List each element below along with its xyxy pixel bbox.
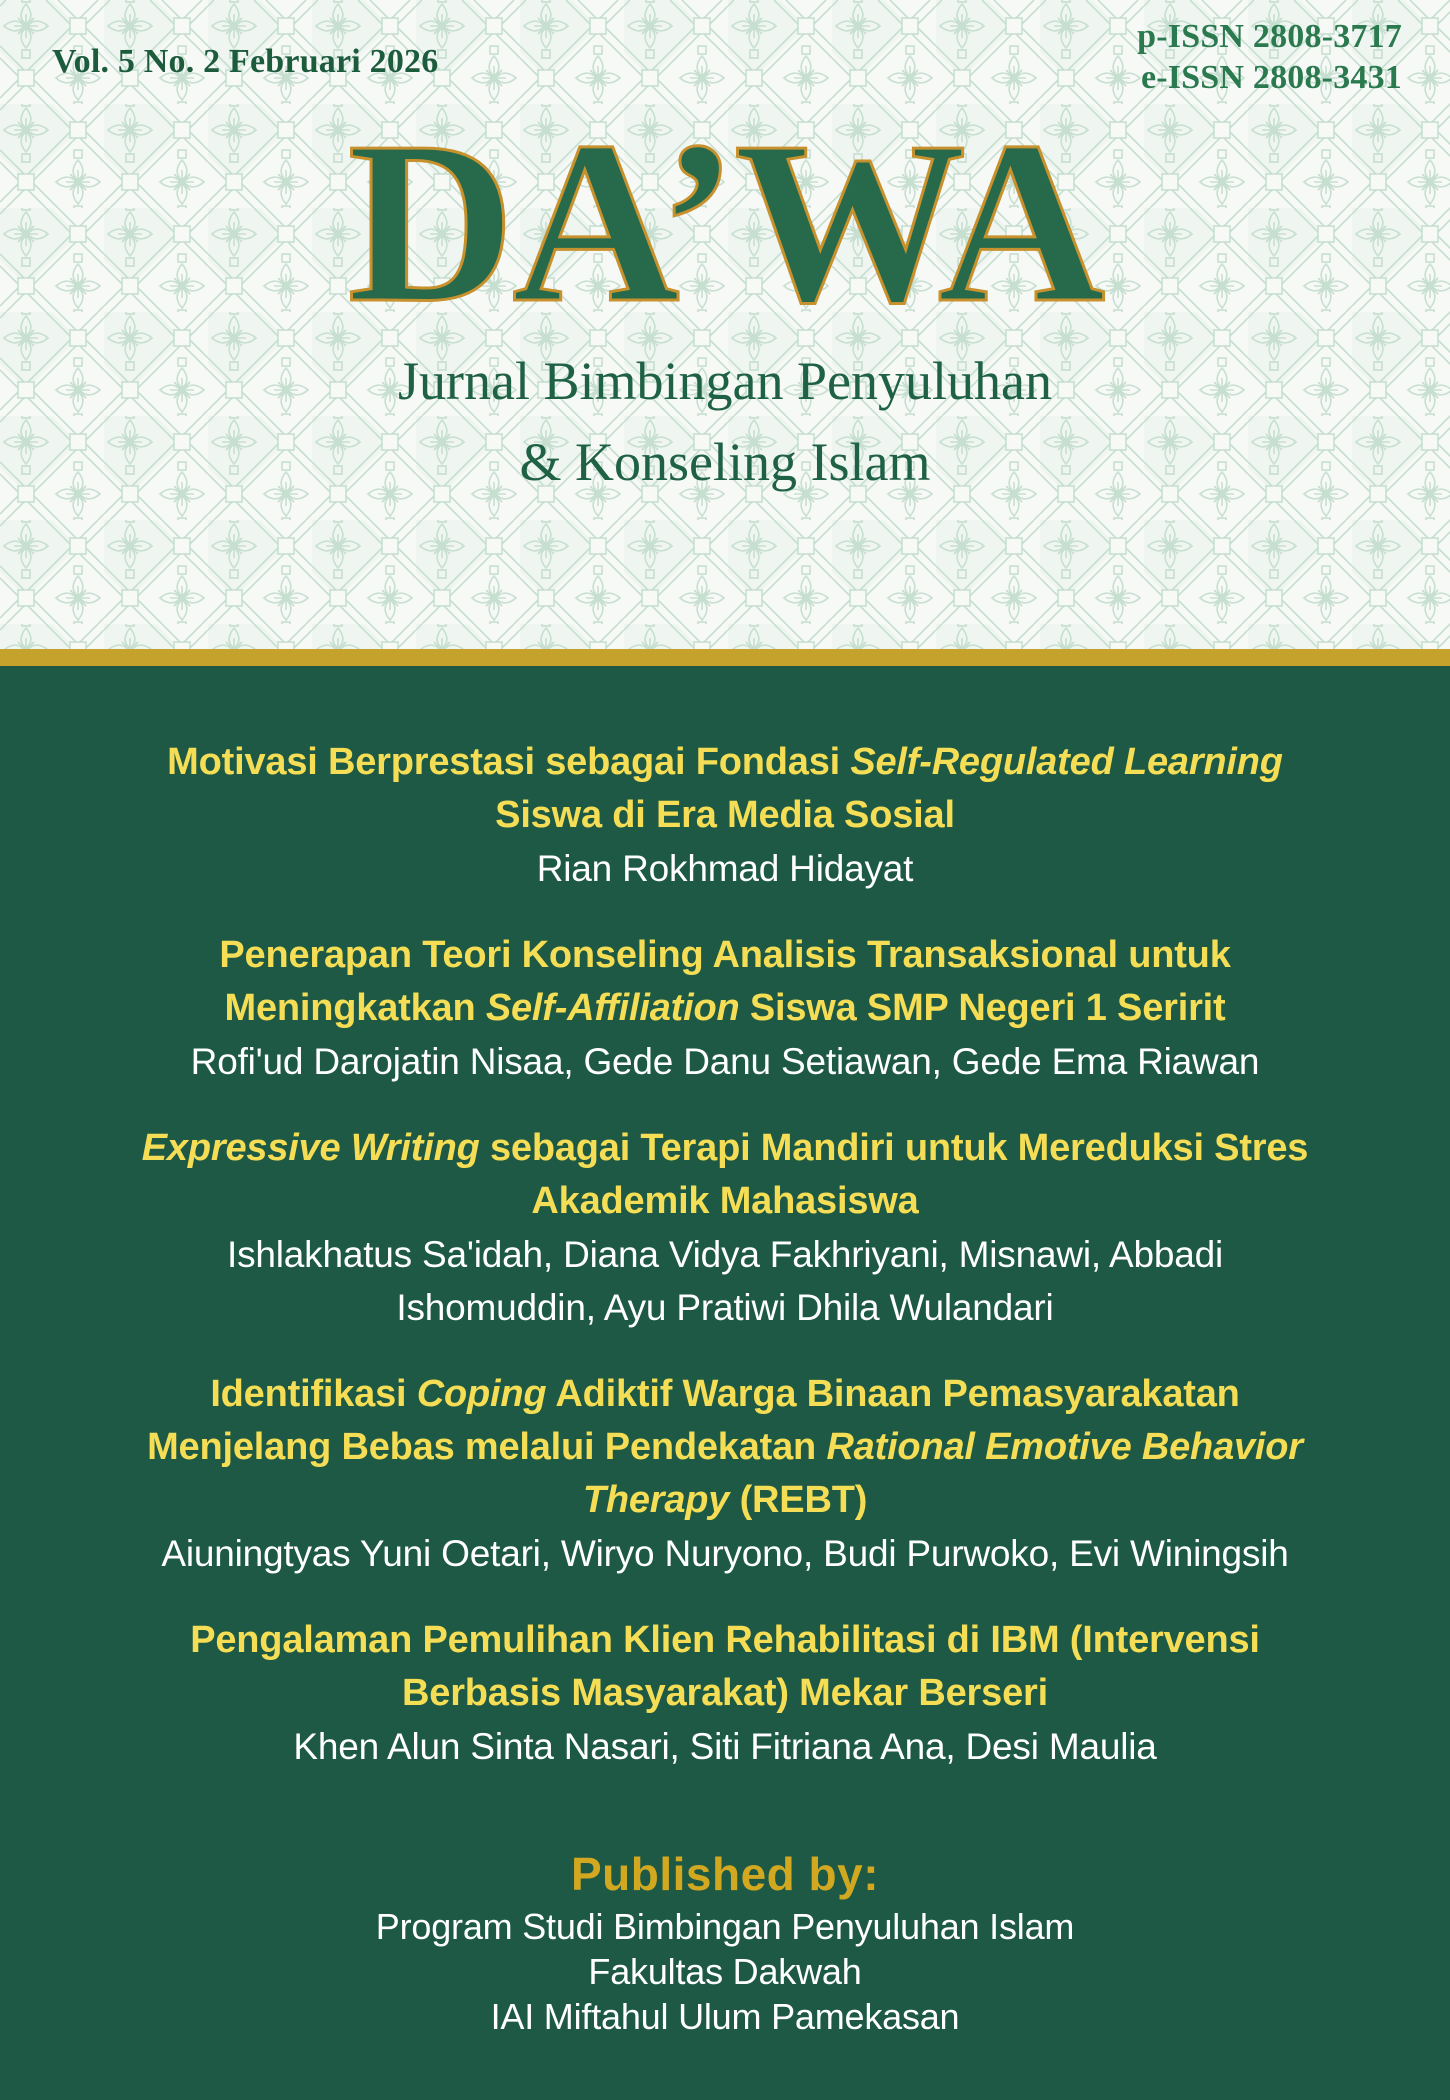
article-authors: Aiuningtyas Yuni Oetari, Wiryo Nuryono, Budi Purwoko, Evi Winingsih <box>161 1533 1289 1574</box>
article-title-line: Siswa di Era Media Sosial <box>495 794 955 836</box>
publisher-line-program: Program Studi Bimbingan Penyuluhan Islam <box>375 1906 1075 1947</box>
article-entry <box>90 1122 1360 1334</box>
publisher-line-institute: IAI Miftahul Ulum Pamekasan <box>490 1996 960 2037</box>
publisher-info <box>376 1904 1074 2039</box>
article-title <box>90 929 1360 1035</box>
article-title <box>90 1368 1360 1527</box>
e-issn-label: e-ISSN 2808-3431 <box>1140 59 1402 97</box>
volume-issue-label: Vol. 5 No. 2 Februari 2026 <box>52 43 439 80</box>
article-title-line: Akademik Mahasiswa <box>531 1180 919 1222</box>
journal-subtitle-line-1: Jurnal Bimbingan Penyuluhan <box>398 350 1052 411</box>
article-title-line: Therapy (REBT) <box>582 1479 868 1521</box>
article-title-line: Meningkatkan Self-Affiliation Siswa SMP Negeri 1 Seririt <box>224 987 1226 1029</box>
article-title-line: Berbasis Masyarakat) Mekar Berseri <box>402 1672 1048 1714</box>
article-title <box>90 1614 1360 1720</box>
article-authors: Khen Alun Sinta Nasari, Siti Fitriana Ana, Desi Maulia <box>293 1726 1157 1767</box>
article-entry <box>90 1614 1360 1773</box>
cover-body <box>0 666 1450 2100</box>
published-by-heading: Published by: <box>570 1848 880 1900</box>
article-authors: Rian Rokhmad Hidayat <box>536 848 914 889</box>
article-entry <box>90 736 1360 895</box>
cover-header <box>0 0 1450 649</box>
article-title-line: Menjelang Bebas melalui Pendekatan Rational Emotive Behavior <box>147 1426 1303 1468</box>
articles-list <box>90 736 1360 1773</box>
journal-title: DA’WA <box>347 93 1103 351</box>
article-title-line: Expressive Writing sebagai Terapi Mandiri untuk Mereduksi Stres <box>141 1127 1309 1169</box>
article-authors: Rofi'ud Darojatin Nisaa, Gede Danu Setiawan, Gede Ema Riawan <box>190 1041 1260 1082</box>
article-entry <box>90 929 1360 1088</box>
article-title <box>90 736 1360 842</box>
article-title <box>90 1122 1360 1228</box>
issn-block <box>1137 16 1402 99</box>
article-entry <box>90 1368 1360 1580</box>
journal-subtitle <box>0 341 1450 503</box>
gold-divider-stripe <box>0 649 1450 666</box>
journal-subtitle-line-2: & Konseling Islam <box>519 431 931 492</box>
article-title-line: Motivasi Berprestasi sebagai Fondasi Self-Regulated Learning <box>167 741 1283 783</box>
article-authors: Ishlakhatus Sa'idah, Diana Vidya Fakhriyani, Misnawi, Abbadi Ishomuddin, Ayu Pratiwi Dhila Wulandari <box>227 1234 1223 1328</box>
article-title-line: Pengalaman Pemulihan Klien Rehabilitasi di IBM (Intervensi <box>190 1619 1260 1661</box>
article-title-line: Identifikasi Coping Adiktif Warga Binaan Pemasyarakatan <box>210 1373 1240 1415</box>
article-title-line: Penerapan Teori Konseling Analisis Transaksional untuk <box>219 934 1231 976</box>
header-top-row <box>0 0 1450 99</box>
publisher-line-faculty: Fakultas Dakwah <box>588 1951 862 1992</box>
p-issn-label: p-ISSN 2808-3717 <box>1137 18 1402 55</box>
header-content <box>0 0 1450 649</box>
